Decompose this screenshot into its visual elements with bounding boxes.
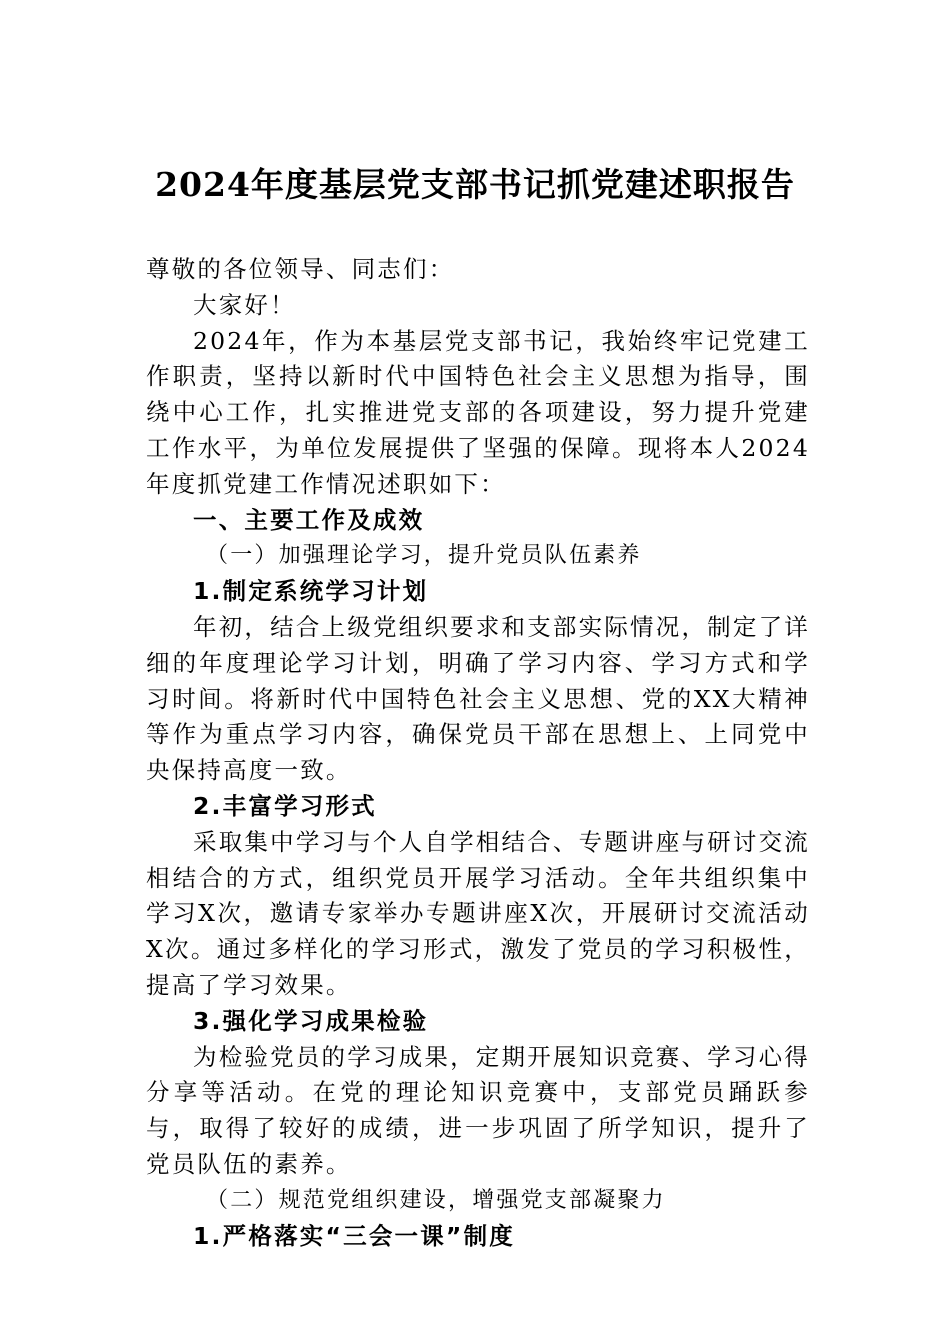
section-heading-1: 一、主要工作及成效 xyxy=(193,505,425,534)
item-paragraph-1: 年初，结合上级党组织要求和支部实际情况，制定了详细的年度理论学习计划，明确了学习内容、学习方式和学习时间。将新时代中国特色社会主义思想、党的XX大精神等作为重点学习内容，确保党员干部在思想上、上同党中央保持高度一致。 xyxy=(146,612,810,785)
greeting: 大家好！ xyxy=(193,290,296,319)
subsection-heading-1: （一）加强理论学习，提升党员队伍素养 xyxy=(206,543,642,569)
document-body xyxy=(146,252,810,1254)
intro-paragraph: 2024年，作为本基层党支部书记，我始终牢记党建工作职责，坚持以新时代中国特色社会主义思想为指导，围绕中心工作，扎实推进党支部的各项建设，努力提升党建工作水平，为单位发展提供了坚强的保障。现将本人2024年度抓党建工作情况述职如下： xyxy=(146,326,810,498)
salutation: 尊敬的各位领导、同志们： xyxy=(146,255,455,283)
item-heading-1: 1.制定系统学习计划 xyxy=(193,577,429,606)
item-heading-3: 3.强化学习成果检验 xyxy=(193,1006,429,1035)
item-paragraph-2: 采取集中学习与个人自学相结合、专题讲座与研讨交流相结合的方式，组织党员开展学习活动。全年共组织集中学习X次，邀请专家举办专题讲座X次，开展研讨交流活动X次。通过多样化的学习形式，激发了党员的学习积极性，提高了学习效果。 xyxy=(146,827,810,999)
document-title: 2024年度基层党支部书记抓党建述职报告 xyxy=(155,165,795,204)
item-heading-2: 2.丰富学习形式 xyxy=(193,791,377,820)
subsection-heading-2: （二）规范党组织建设，增强党支部凝聚力 xyxy=(206,1187,666,1213)
item-paragraph-3: 为检验党员的学习成果，定期开展知识竞赛、学习心得分享等活动。在党的理论知识竞赛中，支部党员踊跃参与，取得了较好的成绩，进一步巩固了所学知识，提升了党员队伍的素养。 xyxy=(146,1042,810,1178)
item-heading-4: 1.严格落实“三会一课”制度 xyxy=(193,1221,515,1250)
